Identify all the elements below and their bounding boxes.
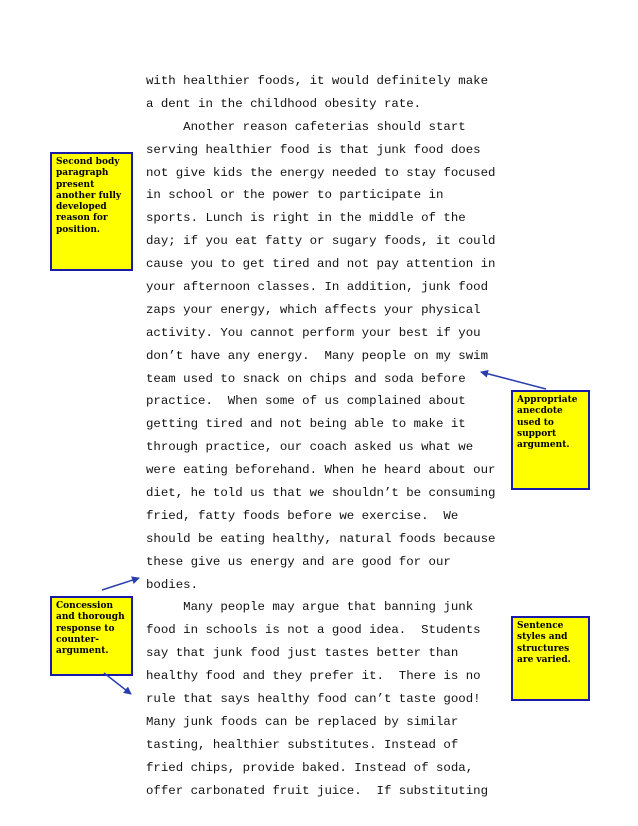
essay-line: Many people may argue that banning junk: [146, 600, 474, 615]
essay-line: team used to snack on chips and soda before: [146, 371, 466, 386]
essay-line: say that junk food just tastes better than: [146, 646, 459, 661]
essay-line: Another reason cafeterias should start: [146, 119, 466, 134]
arrow-anecdote: [481, 372, 546, 389]
arrow-concession-down: [104, 673, 131, 694]
essay-line: activity. You cannot perform your best if you: [146, 325, 481, 340]
essay-line: rule that says healthy food can’t taste good!: [146, 692, 481, 707]
essay-line: getting tired and not being able to make it: [146, 417, 466, 432]
essay-line: serving healthier food is that junk food does: [146, 142, 481, 157]
callout-concession: Concession and thorough response to counter-argument.: [50, 596, 133, 676]
essay-line: don’t have any energy. Many people on my swim: [146, 348, 489, 363]
essay-line: diet, he told us that we shouldn’t be consuming: [146, 486, 496, 501]
essay-line: with healthier foods, it would definitely make: [146, 74, 489, 88]
essay-line: a dent in the childhood obesity rate.: [146, 96, 422, 111]
callout-appropriate-anecdote: Appropriate anecdote used to support argument.: [511, 390, 590, 490]
essay-line: practice. When some of us complained about: [146, 394, 466, 409]
essay-line: tasting, healthier substitutes. Instead of: [146, 737, 459, 752]
callout-second-body-paragraph: Second body paragraph present another fully developed reason for position.: [50, 152, 133, 271]
essay-line: Many junk foods can be replaced by similar: [146, 714, 459, 729]
essay-line: not give kids the energy needed to stay focused: [146, 165, 496, 180]
essay-line: in school or the power to participate in: [146, 188, 444, 203]
essay-line: healthy food and they prefer it. There is no: [146, 669, 481, 684]
essay-line: zaps your energy, which affects your physical: [146, 302, 481, 317]
essay-line: were eating beforehand. When he heard about our: [146, 463, 496, 478]
essay-line: these give us energy and are good for our: [146, 554, 451, 569]
essay-line: your afternoon classes. In addition, junk food: [146, 280, 489, 295]
essay-line: offer carbonated fruit juice. If substituting: [146, 783, 489, 798]
essay-line: should be eating healthy, natural foods because: [146, 531, 496, 546]
essay-line: through practice, our coach asked us what we: [146, 440, 474, 455]
essay-line: food in schools is not a good idea. Students: [146, 623, 481, 638]
essay-line: bodies.: [146, 577, 199, 592]
callout-sentence-styles: Sentence styles and structures are varied.: [511, 616, 590, 701]
essay-line: day; if you eat fatty or sugary foods, it could: [146, 234, 496, 249]
arrow-concession-up: [102, 578, 139, 590]
essay-line: cause you to get tired and not pay attention in: [146, 257, 496, 272]
essay-line: fried chips, provide baked. Instead of soda,: [146, 760, 474, 775]
essay-line: sports. Lunch is right in the middle of the: [146, 211, 466, 226]
essay-line: fried, fatty foods before we exercise. We: [146, 508, 459, 523]
